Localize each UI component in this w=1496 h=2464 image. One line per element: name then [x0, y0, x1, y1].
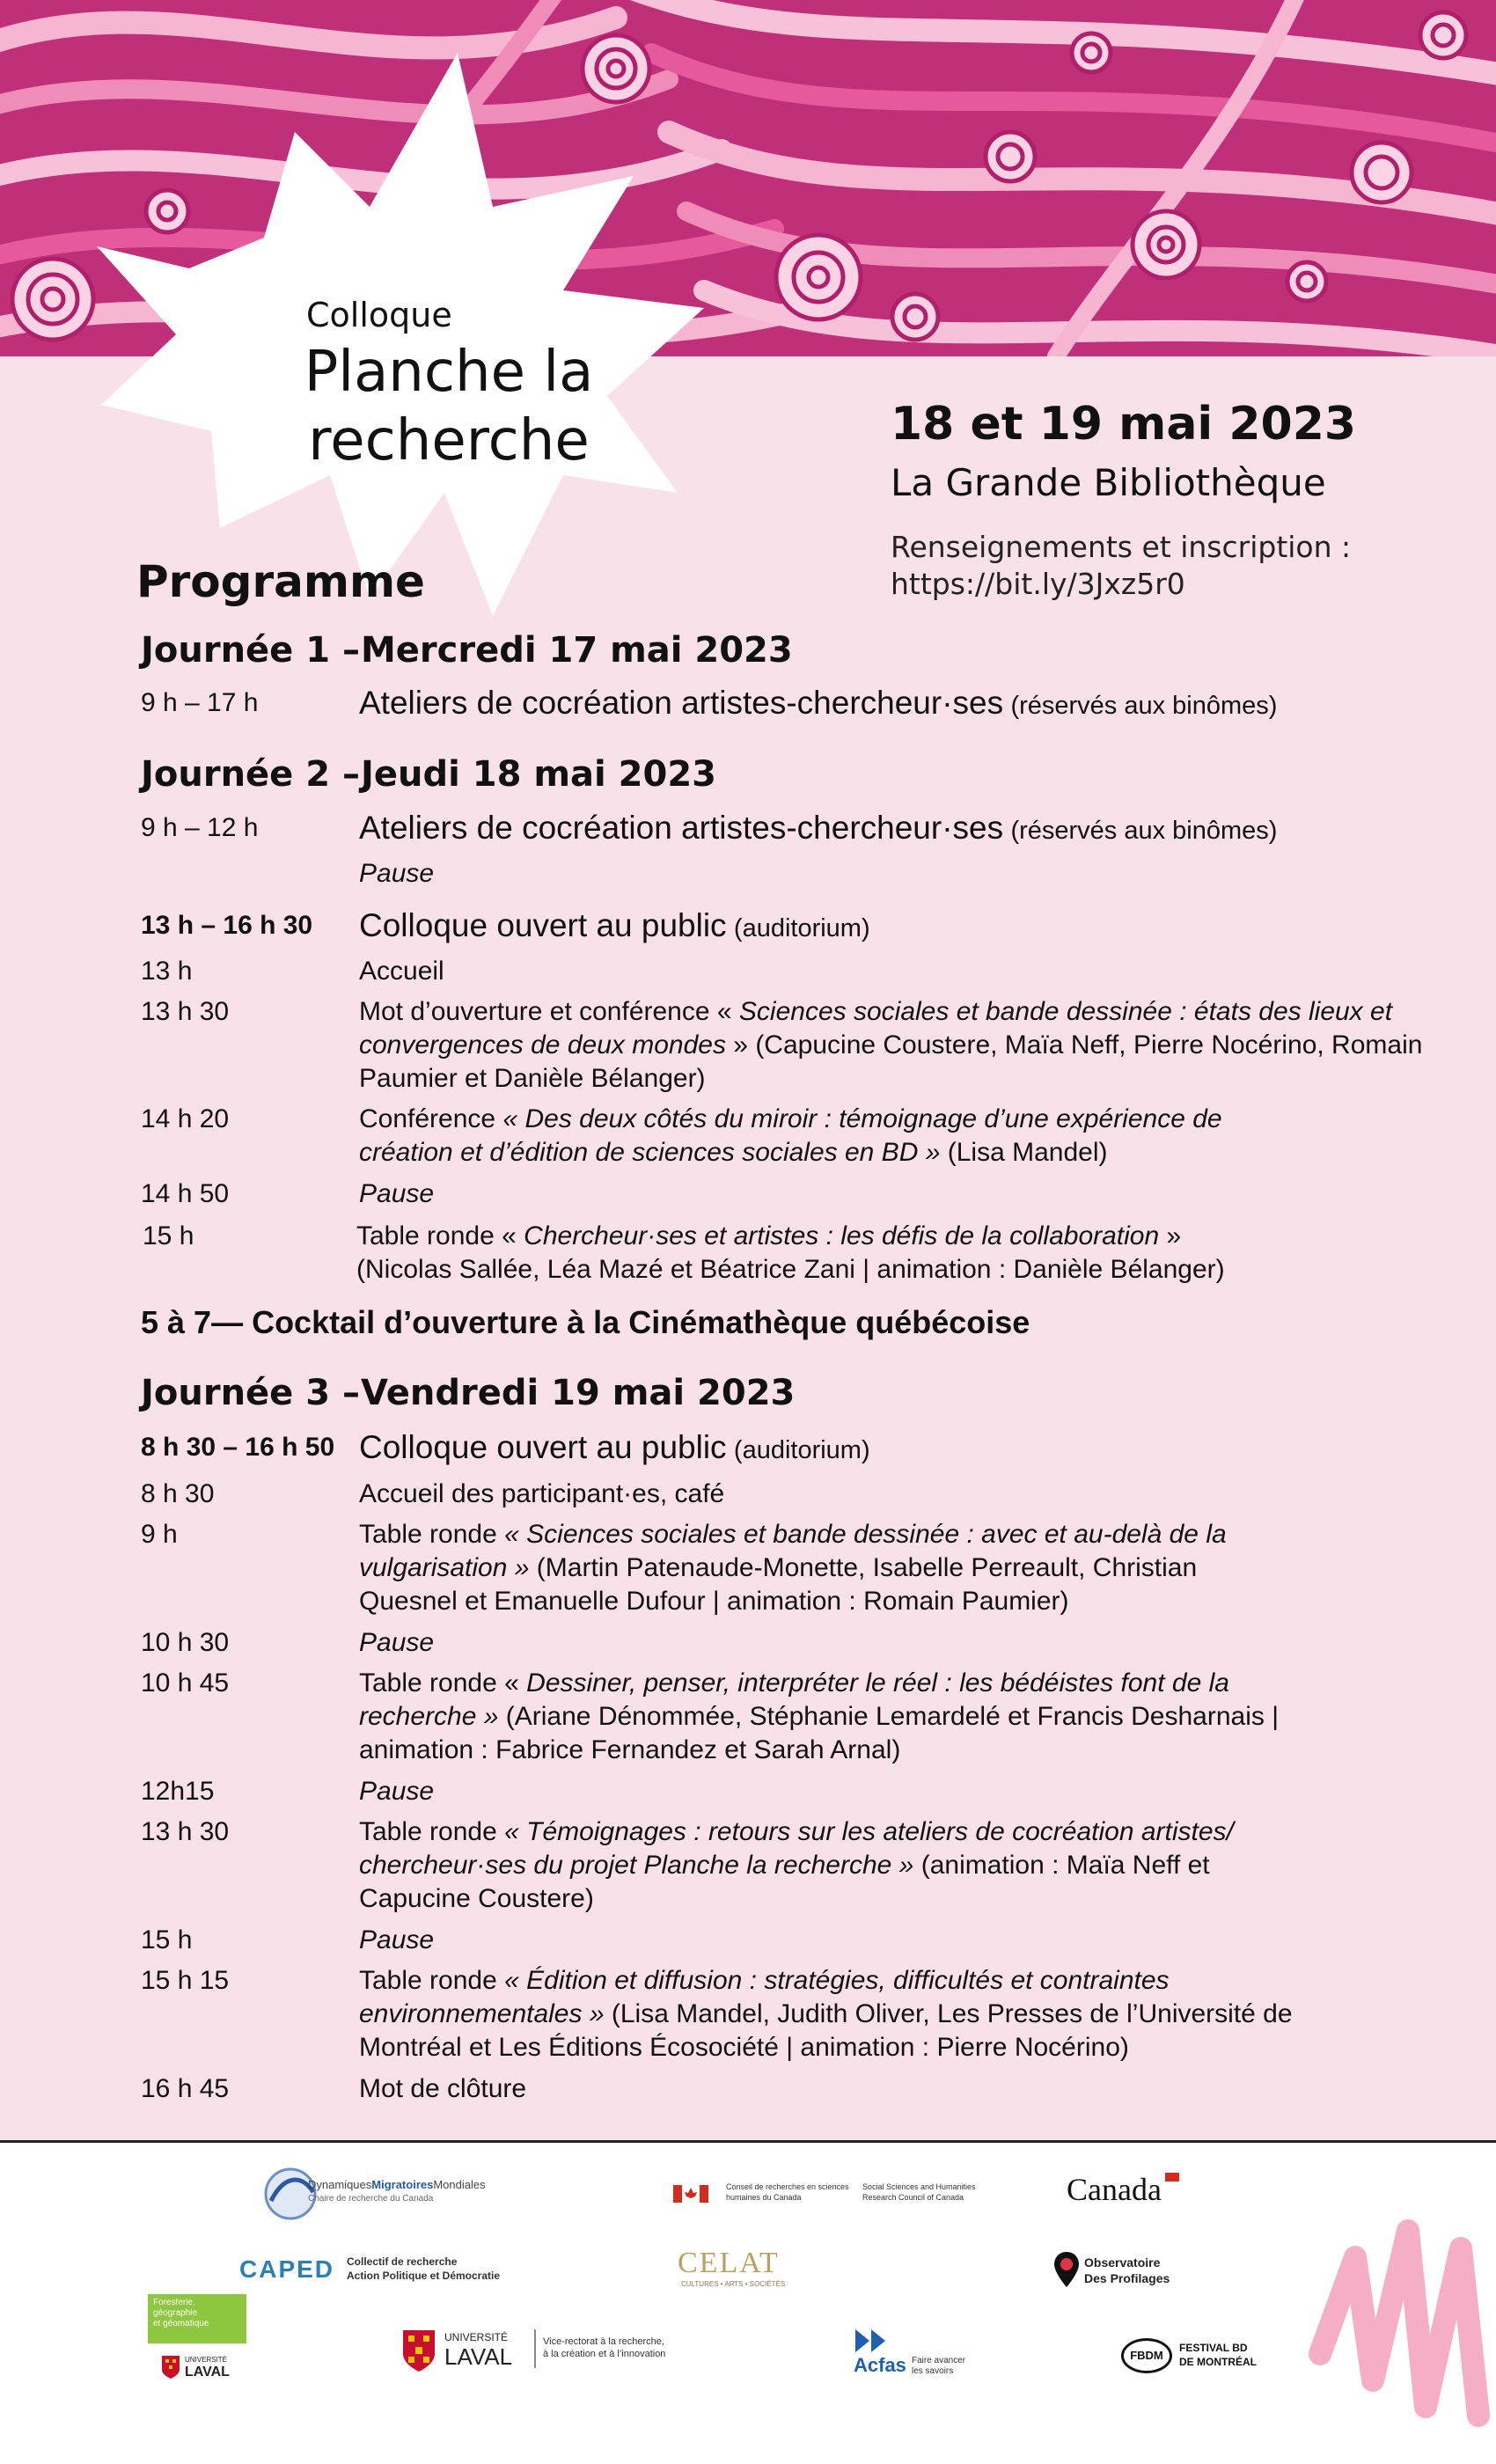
- caped-logo: [239, 2250, 530, 2294]
- fbdm-bubble: FBDM: [1121, 2338, 1172, 2373]
- row-desc: Table ronde « Sciences sociales et bande dessinée : avec et au-delà de la vulgarisation » (Martin Patenaude-Monette, Isabelle Perreault, Christian Quesnel et Emanuelle Dufour | animation : Romain Paumier): [359, 1520, 1227, 1616]
- dmm-word2: Migratoires: [371, 2178, 434, 2191]
- ulaval-line2: LAVAL: [444, 2343, 513, 2370]
- event-title-line1: Planche la: [304, 340, 594, 405]
- row-desc: Colloque ouvert au public (auditorium): [359, 1429, 870, 1465]
- pink-scribble-decoration: [1302, 2178, 1496, 2460]
- row-desc: Table ronde « Chercheur·ses et artistes : les défis de la collaboration » (Nicolas Sallée, Léa Mazé et Béatrice Zani | animation : Danièle Bélanger): [356, 1221, 1225, 1284]
- row-time: 14 h 50: [141, 1179, 230, 1208]
- row-desc: Colloque ouvert au public (auditorium): [359, 907, 870, 943]
- day1-date: Mercredi 17 mai 2023: [361, 630, 793, 671]
- row-desc: Pause: [359, 1925, 435, 1954]
- fgg-line3: et géomatique: [153, 2319, 209, 2328]
- ulaval-vr-line1: Vice-rectorat à la recherche,: [543, 2336, 664, 2347]
- row-time: 9 h: [141, 1520, 178, 1549]
- observatoire-line1: Observatoire: [1084, 2255, 1161, 2270]
- day3-heading: [141, 1373, 795, 1413]
- row-desc: Table ronde « Dessiner, penser, interpréter le réel : les bédéistes font de la recherche » (Ariane Dénommée, Stéphanie Lemardelé et Francis Desharnais | animation : Fabrice Fernandez et Sarah Arnal): [359, 1668, 1280, 1764]
- ulaval-small-line1: UNIVERSITÉ: [185, 2356, 228, 2364]
- crsh-logo: [673, 2180, 1008, 2215]
- programme-heading: Programme: [136, 556, 425, 607]
- row-time: 16 h 45: [141, 2074, 230, 2103]
- row-time: 15 h: [141, 1925, 193, 1954]
- crsh-fr: Conseil de recherches en sciences humaines du Canada: [726, 2182, 849, 2202]
- row-time: 8 h 30 – 16 h 50: [141, 1433, 335, 1462]
- ulaval-line1: UNIVERSITÉ: [444, 2331, 509, 2343]
- row-desc: Conférence « Des deux côtés du miroir : témoignage d’une expérience de création et d’édition de sciences sociales en BD » (Lisa Mandel): [359, 1104, 1222, 1167]
- row-time: 14 h 20: [141, 1104, 230, 1133]
- row-desc: Table ronde « Édition et diffusion : stratégies, difficultés et contraintes environnementales » (Lisa Mandel, Judith Oliver, Les Presses de l’Université de Montréal et Les Éditions Écosociété | animation : Pierre Nocérino): [359, 1966, 1293, 2062]
- dmm-logo: [262, 2162, 526, 2224]
- row-time: 15 h: [143, 1221, 194, 1250]
- acfas-arrows-icon: [854, 2328, 906, 2354]
- ulaval-vr-line2: à la création et à l’innovation: [543, 2349, 666, 2359]
- location-pin-icon: [1052, 2250, 1081, 2289]
- day3-label: Journée 3 –: [141, 1373, 360, 1413]
- row-time: 9 h – 12 h: [141, 813, 259, 842]
- observatoire-line2: Des Profilages: [1084, 2271, 1170, 2285]
- row-time: 10 h 45: [141, 1668, 230, 1698]
- row-time: 13 h 30: [141, 997, 230, 1026]
- cocktail-event: 5 à 7— Cocktail d’ouverture à la Cinémathèque québécoise: [141, 1304, 1030, 1340]
- crsh-en: Social Sciences and Humanities Research Council of Canada: [862, 2182, 976, 2202]
- event-info-block: [891, 398, 1419, 603]
- dmm-word3: Mondiales: [433, 2178, 486, 2191]
- row-desc: Ateliers de cocréation artistes-chercheur·ses (réservés aux binômes): [359, 810, 1278, 846]
- dmm-sub: Chaire de recherche du Canada: [308, 2194, 434, 2204]
- fgg-line1: Foresterie,: [153, 2298, 195, 2307]
- sponsor-footer: [0, 2143, 1496, 2464]
- row-desc: Pause: [359, 1628, 435, 1657]
- row-time: 13 h 30: [141, 1817, 230, 1846]
- fbdm-sub1: FESTIVAL BD: [1179, 2342, 1248, 2354]
- event-title-line2: recherche: [308, 408, 590, 473]
- row-desc: Accueil des participant·es, café: [359, 1479, 725, 1508]
- row-desc: Accueil: [359, 957, 444, 986]
- event-date: 18 et 19 mai 2023: [891, 398, 1357, 451]
- row-time: 8 h 30: [141, 1479, 215, 1508]
- event-title-block: [264, 296, 634, 475]
- row-desc: Pause: [359, 1777, 435, 1806]
- day3-date: Vendredi 19 mai 2023: [361, 1373, 796, 1413]
- celat-sub: CULTURES • ARTS • SOCIÉTÉS: [681, 2280, 786, 2288]
- row-time: 10 h 30: [141, 1628, 230, 1657]
- row-time: 9 h – 17 h: [141, 688, 259, 717]
- row-desc: Mot d’ouverture et conférence « Sciences sociales et bande dessinée : états des lieux et convergences de deux mondes » (Capucine Coustere, Maïa Neff, Pierre Nocérino, Romain Paumier et Danièle Bélanger): [359, 997, 1423, 1093]
- ulaval-small-line2: LAVAL: [185, 2365, 230, 2380]
- acfas-logo: [854, 2328, 1030, 2389]
- row-desc: Mot de clôture: [359, 2074, 527, 2103]
- caped-name: CAPED: [239, 2255, 335, 2283]
- registration-label: Renseignements et inscription :: [891, 530, 1352, 564]
- acfas-sub2: les savoirs: [912, 2366, 954, 2376]
- dmm-word1: Dynamiques: [308, 2178, 372, 2191]
- registration-info: [891, 529, 1419, 603]
- day1-label: Journée 1 –: [141, 630, 360, 671]
- row-desc: Table ronde « Témoignages : retours sur les ateliers de cocréation artistes/ chercheur·ses du projet Planche la recherche » (animation : Maïa Neff et Capucine Coustere): [359, 1817, 1234, 1913]
- row-time: 12h15: [141, 1777, 215, 1806]
- canada-wordmark: Canada: [1067, 2171, 1179, 2208]
- row-time: 15 h 15: [141, 1966, 230, 1995]
- row-time: 13 h – 16 h 30: [141, 911, 313, 940]
- row-time: 13 h: [141, 957, 193, 986]
- row-desc: Ateliers de cocréation artistes-chercheur·ses (réservés aux binômes): [359, 685, 1278, 721]
- day1-heading: [141, 630, 793, 671]
- row-desc: Pause: [359, 859, 435, 888]
- event-venue: La Grande Bibliothèque: [891, 461, 1326, 504]
- ulaval-shield-small-icon: [160, 2354, 181, 2380]
- ulaval-vr-logo: [400, 2328, 717, 2389]
- canada-flag-icon: [673, 2185, 708, 2203]
- colloque-label: Colloque: [306, 296, 452, 334]
- day2-label: Journée 2 –: [141, 754, 360, 795]
- observatoire-logo: [1052, 2250, 1228, 2303]
- day2-heading: [141, 754, 716, 795]
- row-desc: Pause: [359, 1179, 435, 1208]
- fbdm-sub2: DE MONTRÉAL: [1179, 2356, 1257, 2368]
- canada-flag-small-icon: [1165, 2173, 1179, 2182]
- registration-link[interactable]: https://bit.ly/3Jxz5r0: [891, 567, 1185, 601]
- caped-sub2: Action Politique et Démocratie: [347, 2270, 501, 2282]
- caped-sub1: Collectif de recherche: [347, 2255, 458, 2268]
- day2-date: Jeudi 18 mai 2023: [361, 754, 716, 795]
- celat-logo: [678, 2247, 836, 2299]
- fgg-line2: géographie: [153, 2308, 198, 2318]
- fbdm-logo: [1121, 2333, 1297, 2386]
- acfas-name: Acfas: [854, 2354, 906, 2376]
- fgg-ulaval-logo: [148, 2294, 246, 2417]
- event-title: [264, 338, 634, 475]
- celat-name: CELAT: [678, 2247, 780, 2279]
- ulaval-shield-icon: [400, 2328, 437, 2373]
- acfas-sub1: Faire avancer: [912, 2356, 966, 2365]
